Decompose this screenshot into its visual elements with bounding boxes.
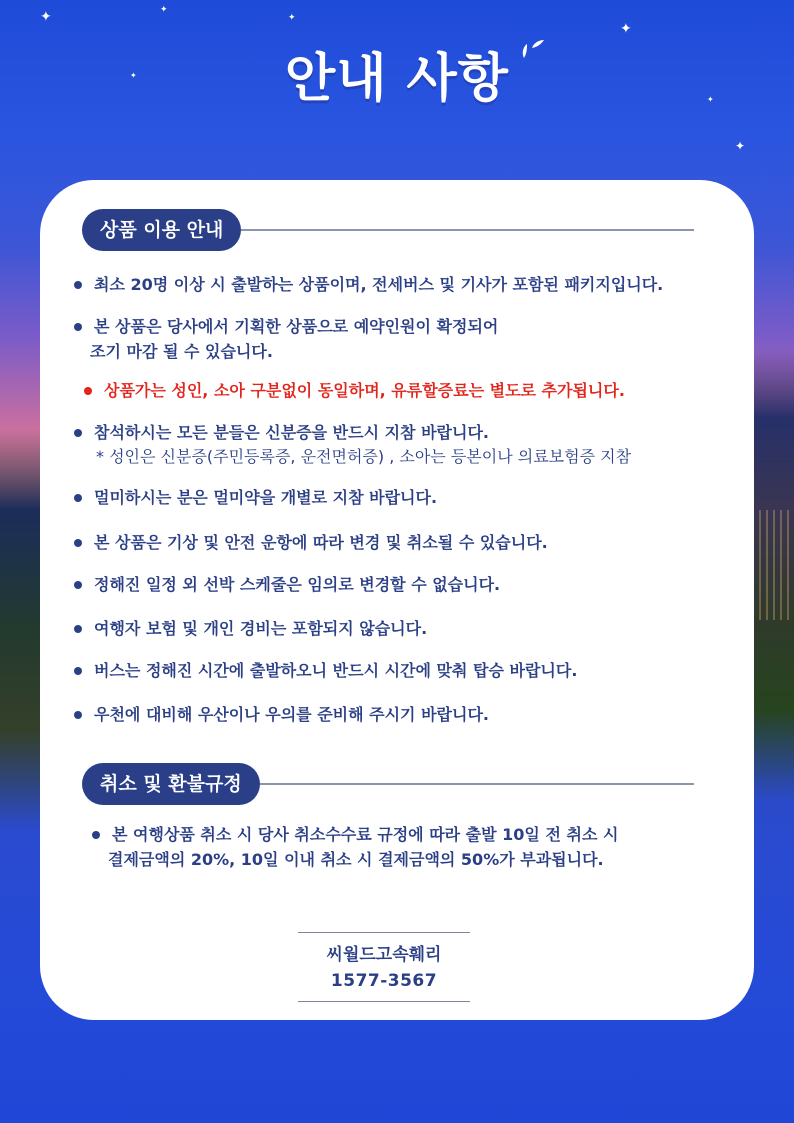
bullet-icon: [84, 387, 92, 395]
bullet-icon: [92, 831, 100, 839]
star-icon: ✦: [40, 9, 52, 25]
star-icon: ✦: [130, 71, 137, 80]
bullet-icon: [74, 539, 82, 547]
star-icon: ✦: [707, 95, 714, 104]
bullet-icon: [74, 494, 82, 502]
footer-divider: [298, 1001, 470, 1002]
section-usage-title: 상품 이용 안내: [82, 209, 241, 251]
section-refund-header: [82, 762, 694, 806]
section-divider: [260, 783, 694, 785]
background-city-lights: [752, 510, 794, 620]
star-icon: ✦: [288, 13, 296, 23]
phone-number: 1577-3567: [330, 971, 438, 991]
bullet-icon: [74, 711, 82, 719]
bullet-icon: [74, 581, 82, 589]
section-usage-header: [82, 208, 694, 252]
contact-footer: [298, 932, 470, 1002]
section-divider: [241, 229, 694, 231]
bullet-icon: [74, 667, 82, 675]
section-refund-title: 취소 및 환불규정: [82, 763, 260, 805]
splash-icon: [518, 38, 550, 62]
star-icon: ✦: [620, 21, 632, 37]
bullet-icon: [74, 323, 82, 331]
company-name: 씨월드고속훼리: [326, 945, 442, 965]
bullet-icon: [74, 281, 82, 289]
bullet-icon: [74, 625, 82, 633]
info-card: 상품 이용 안내 최소 20명 이상 시 출발하는 상품이며, 전세버스 및 기사가 포함된 패키지입니다. 본 상품은 당사에서 기획한 상품으로 예약인원이 확정되어 조기 마감 될 수 있습니다. 상품가는 성인, 소아 구분없이 동일하며, 유류할증료는 별도로 추가됩니다. 참석하시는 모든 분들은 신분증을 반드시 지참 바랍니다. * 성인은 신분증(주민등록증, 운전면허증) , 소아는 등본이나 의료보험증 지참 멀미하시는 분은 멀미약을 개별로 지참 바랍니다. 본 상품은 기상 및 안전 운항에 따라 변경 및 취소될 수 있습니다. 정해진 일정 외 선박 스케줄은 임의로 변경할 수 없습니다. 여행자 보험 및 개인 경비는 포함되지 않습니다. 버스는 정해진 시간에 출발하오니 반드시 시간에 맞춰 탑승 바랍니다. 우천에 대비해 우산이나 우의를 준비해 주시기 바랍니다. 취소 및 환불규정 본 여행상품 취소 시 당사 취소수수료 규정에 따라 출발 10일 전 취소 시 결제금액의 20%, 10일 이내 취소 시 결제금액의 50%가 부과됩니다. 씨월드고속훼리 1577-3567: [40, 180, 754, 1020]
bullet-icon: [74, 429, 82, 437]
footer-divider: [298, 932, 470, 933]
star-icon: ✦: [160, 5, 168, 15]
page-title: 안내 사항: [284, 49, 510, 109]
star-icon: ✦: [735, 139, 746, 153]
